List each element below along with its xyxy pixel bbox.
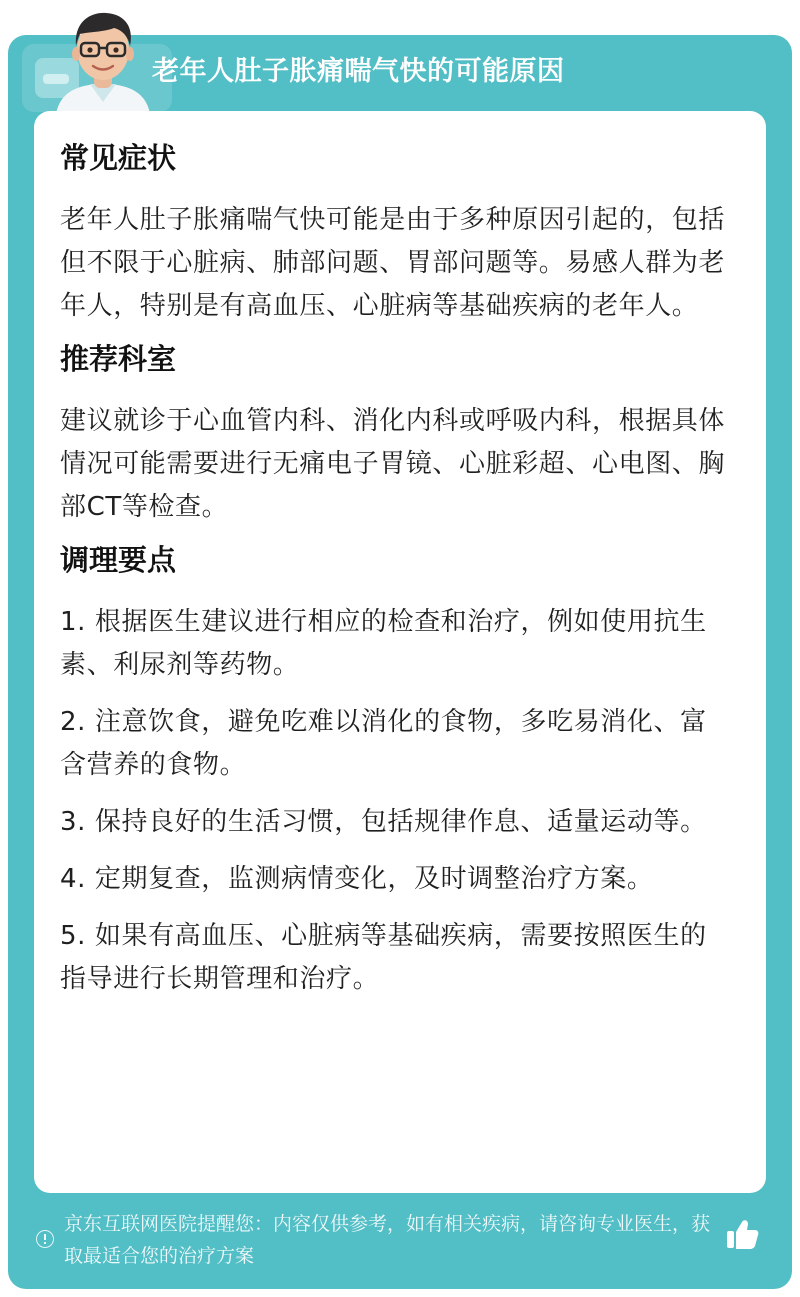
list-item: 3. 保持良好的生活习惯，包括规律作息、适量运动等。: [60, 807, 707, 837]
list-item: 2. 注意饮食，避免吃难以消化的食物，多吃易消化、富含营养的食物。: [60, 707, 707, 780]
thumbs-up-icon[interactable]: [724, 1216, 760, 1252]
footer-disclaimer: 京东互联网医院提醒您：内容仅供参考，如有相关疾病，请咨询专业医生，获取最适合您的治疗方案: [64, 1213, 711, 1267]
care-list: [60, 601, 732, 1001]
section-text-department: 建议就诊于心血管内科、消化内科或呼吸内科，根据具体情况可能需要进行无痛电子胃镜、心脏彩超、心电图、胸部CT等检查。: [60, 406, 726, 522]
doctor-avatar: [48, 6, 158, 114]
list-item: 5. 如果有高血压、心脏病等基础疾病，需要按照医生的指导进行长期管理和治疗。: [60, 921, 707, 994]
page-title: 老年人肚子胀痛喘气快的可能原因: [152, 56, 565, 87]
info-icon: [36, 1230, 54, 1248]
list-item: 1. 根据医生建议进行相应的检查和治疗，例如使用抗生素、利尿剂等药物。: [60, 607, 707, 680]
section-heading-symptoms: 常见症状: [60, 141, 177, 175]
list-item: 4. 定期复查，监测病情变化，及时调整治疗方案。: [60, 864, 654, 894]
section-heading-care: 调理要点: [60, 543, 177, 577]
content-body: [60, 138, 732, 1015]
section-text-symptoms: 老年人肚子胀痛喘气快可能是由于多种原因引起的，包括但不限于心脏病、肺部问题、胃部问题等。易感人群为老年人，特别是有高血压、心脏病等基础疾病的老年人。: [60, 205, 726, 321]
footer: [36, 1208, 726, 1272]
section-heading-department: 推荐科室: [60, 342, 177, 376]
